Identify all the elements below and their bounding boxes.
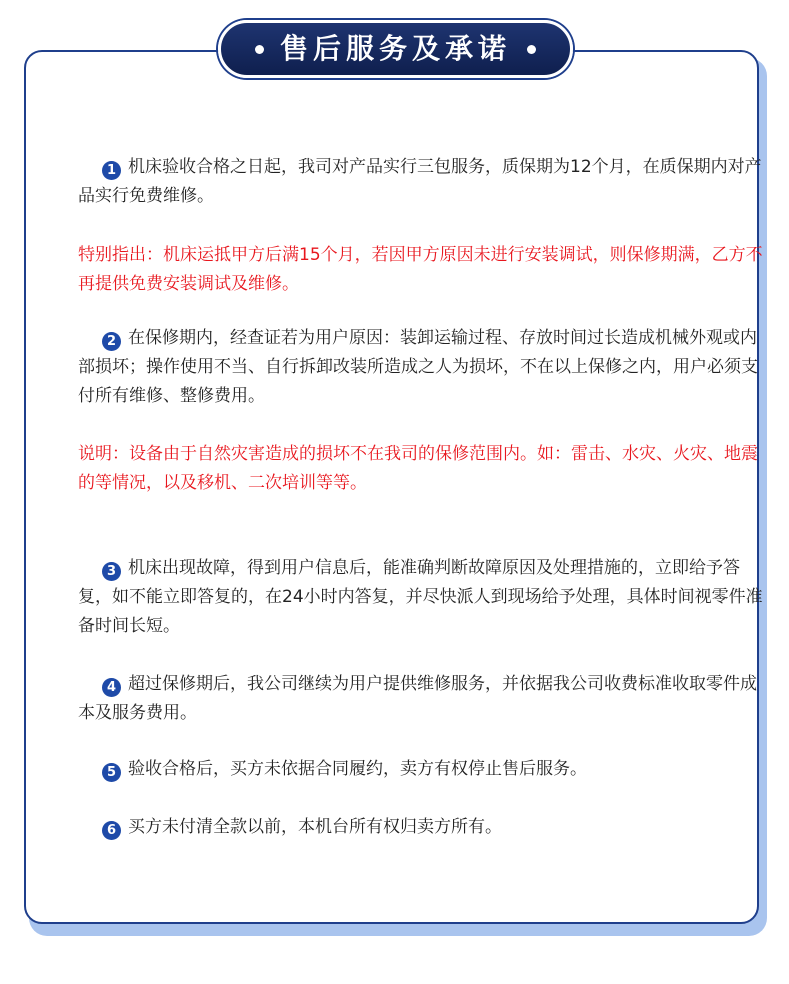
- special-note: [78, 241, 768, 299]
- disaster-note-text: 说明：设备由于自然灾害造成的损坏不在我司的保修范围内。如：雷击、水灾、火灾、地震的等情况，以及移机、二次培训等等。: [78, 444, 758, 493]
- item-2-text: 在保修期内，经查证若为用户原因：装卸运输过程、存放时间过长造成机械外观或内部损坏；操作使用不当、自行拆卸改装所造成之人为损坏，不在以上保修之内，用户必须支付所有维修、整修费用。: [78, 328, 758, 406]
- item-1: [78, 153, 768, 211]
- item-6: [78, 813, 768, 842]
- title-dot-right: [527, 45, 536, 54]
- item-5: [78, 755, 768, 784]
- item-6-text: 买方未付清全款以前，本机台所有权归卖方所有。: [128, 817, 502, 837]
- item-1-text: 机床验收合格之日起，我司对产品实行三包服务，质保期为12个月，在质保期内对产品实行免费维修。: [78, 157, 762, 206]
- title-dot-left: [255, 45, 264, 54]
- number-badge-1: 1: [102, 161, 121, 180]
- page-title: 售后服务及承诺: [279, 32, 511, 65]
- number-badge-3: 3: [102, 562, 121, 581]
- item-5-text: 验收合格后，买方未依据合同履约，卖方有权停止售后服务。: [128, 759, 587, 779]
- item-2: [78, 324, 768, 411]
- item-3-text: 机床出现故障，得到用户信息后，能准确判断故障原因及处理措施的，立即给予答复，如不能立即答复的，在24小时内答复，并尽快派人到现场给予处理，具体时间视零件准备时间长短。: [78, 558, 763, 636]
- item-4: [78, 670, 768, 728]
- number-badge-2: 2: [102, 332, 121, 351]
- service-card: [24, 50, 763, 924]
- item-3: [78, 554, 768, 641]
- number-badge-6: 6: [102, 821, 121, 840]
- title-banner: [218, 20, 573, 78]
- disaster-note: [78, 440, 768, 498]
- item-4-text: 超过保修期后，我公司继续为用户提供维修服务，并依据我公司收费标准收取零件成本及服务费用。: [78, 674, 757, 723]
- number-badge-5: 5: [102, 763, 121, 782]
- number-badge-4: 4: [102, 678, 121, 697]
- special-note-text: 特别指出：机床运抵甲方后满15个月，若因甲方原因未进行安装调试，则保修期满，乙方不再提供免费安装调试及维修。: [78, 245, 763, 294]
